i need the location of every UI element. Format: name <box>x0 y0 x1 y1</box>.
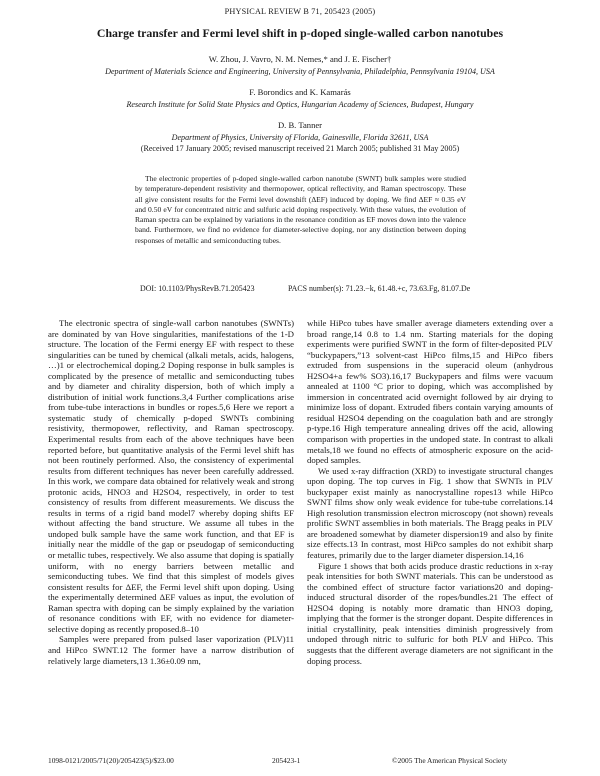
body-column-right <box>307 318 553 666</box>
author-list: W. Zhou, J. Vavro, N. M. Nemes,* and J. E. Fischer† <box>208 54 392 64</box>
body-paragraph: We used x-ray diffraction (XRD) to investigate structural changes upon doping. The top curves in Fig. 1 show that SWNTs in PLV buckypaper exist mainly as nanocrystalline ropes13 while HiPco SWNT films show only weak evidence for tube-tube correlations.14 High resolution transmission electron microscopy (not shown) reveals prolific SWNT assemblies in both materials. The Bragg peaks in PLV are broadened somewhat by diameter dispersion19 and also by finite size effects.13 In contrast, most HiPco samples do not exhibit sharp features, primarily due to the larger diameter dispersion.14,16 <box>307 465 553 561</box>
paper-title: Charge transfer and Fermi level shift in p-doped single-walled carbon nanotubes <box>96 26 504 40</box>
body-paragraph: Samples were prepared from pulsed laser vaporization (PLV)11 and HiPco SWNT.12 The former have a narrow distribution of relatively large diameters,13 1.36±0.09 nm, <box>48 634 294 666</box>
pacs-numbers: PACS number(s): 71.23.−k, 61.48.+c, 73.63.Fg, 81.07.De <box>288 284 471 293</box>
page-number: 205423-1 <box>272 756 301 765</box>
body-paragraph: while HiPco tubes have smaller average diameters extending over a broad range,14 0.8 to 1.4 nm. Starting materials for the doping experiments were purified SWNT in the form of filter-deposited PLV “buckypapers,”13 solvent-cast HiPco films,15 and HiPco fibers extruded from suspensions in the superacid oleum (anhydrous H2SO4+a few% SO3).16,17 Buckypapers and films were vacuum annealed at 1100 °C prior to doping, which was accomplished by immersion in concentrated acid overnight followed by air drying to minimize loss of dopant. Extruded fibers contain varying amounts of residual H2SO4 depending on the coagulation bath and are strongly p-type.16 High temperature annealing drives off the acid, allowing comparison with properties in the undoped state. In contrast to alkali metals,18 we found no effects of atmospheric exposure on the acid-doped samples. <box>307 318 553 466</box>
abstract: The electronic properties of p-doped single-walled carbon nanotube (SWNT) bulk samples were studied by temperature-dependent resistivity and thermopower, optical reflectivity, and Raman spectroscopy. These all give consistent results for the Fermi level downshift (ΔEF) induced by doping. We find ΔEF ≈ 0.35 eV and 0.50 eV for concentrated nitric and sulfuric acid doping respectively. With these values, the evolution of Raman spectra can be explained by variations in the resonance condition as EF moves down into the valence band. Furthermore, we find no evidence for diameter-selective doping, nor any distinction between doping responses of metallic and semiconducting tubes. <box>135 174 466 245</box>
received-dates: (Received 17 January 2005; revised manuscript received 21 March 2005; published 31 May 2005) <box>140 144 460 153</box>
body-paragraph: Figure 1 shows that both acids produce drastic reductions in x-ray peak intensities for both SWNT materials. This can be understood as the combined effect of structure factor variations20 and doping-induced structural disorder of the ropes/bundles.21 The effect of H2SO4 doping is notably more dramatic than HNO3 doping, implying that the former is the stronger dopant. Despite differences in initial crystallinity, peak intensities diminish progressively from undoped through nitric to sulfuric for both PLV and HiPco. This suggests that the different average diameters are not significant in the doping process. <box>307 560 553 666</box>
affiliation: Department of Materials Science and Engineering, University of Pennsylvania, Philadelphia, Pennsylvania 19104, USA <box>105 67 495 76</box>
author-list: F. Borondics and K. Kamarás <box>249 87 351 97</box>
doi-link[interactable]: DOI: 10.1103/PhysRevB.71.205423 <box>140 284 255 293</box>
body-column-left <box>48 318 294 666</box>
affiliation: Department of Physics, University of Florida, Gainesville, Florida 32611, USA <box>171 133 429 142</box>
affiliation: Research Institute for Solid State Physics and Optics, Hungarian Academy of Sciences, Budapest, Hungary <box>126 100 474 109</box>
author-list: D. B. Tanner <box>277 120 323 130</box>
footer-code: 1098-0121/2005/71(20)/205423(5)/$23.00 <box>48 756 174 765</box>
journal-header: PHYSICAL REVIEW B 71, 205423 (2005) <box>224 7 376 16</box>
body-paragraph: The electronic spectra of single-wall carbon nanotubes (SWNTs) are dominated by van Hove singularities, manifestations of the 1-D structure. The location of the Fermi energy EF with respect to these singularities can be tuned by chemical (alkali metals, acids, halogens, …)1 or electrochemical doping.2 Doping response in bulk samples is complicated by the presence of metallic and semiconducting tubes and by diameter and chirality dispersion, both of which imply a distribution of initial work functions.3,4 Further complications arise from tube-tube interactions in bundles or ropes.5,6 Here we report a systematic study of chemically p-doped SWNTs combining resistivity, thermopower, reflectivity, and Raman spectroscopy. Experimental results from each of the above techniques have been reported before, but quantitative analysis of the Fermi level shift has not been routinely performed. Also, the consistency of experimental results from different techniques has never been carefully addressed. In this work, we compare data obtained for relatively weak and strong protonic acids, HNO3 and H2SO4, respectively, in order to test consistency of results from different measurements. We discuss the results in terms of a rigid band model7 whereby doping shifts EF without affecting the band structure. We assume all tubes in the undoped bulk sample have the same work function, and that EF is initially near the middle of the gap or pseudogap of semiconducting or metallic tubes, respectively. We also assume that doping is spatially uniform, with no energy barriers between metallic and semiconducting tubes. We find that this simplest of models gives consistent results for ΔEF, the Fermi level shift upon doping. Using the experimentally determined ΔEF values as input, the evolution of Raman spectra with doping can be simply explained by the variation of resonance conditions with EF, with no evidence for diameter-selective doping as recently proposed.8–10 <box>48 318 294 634</box>
copyright: ©2005 The American Physical Society <box>392 756 508 765</box>
